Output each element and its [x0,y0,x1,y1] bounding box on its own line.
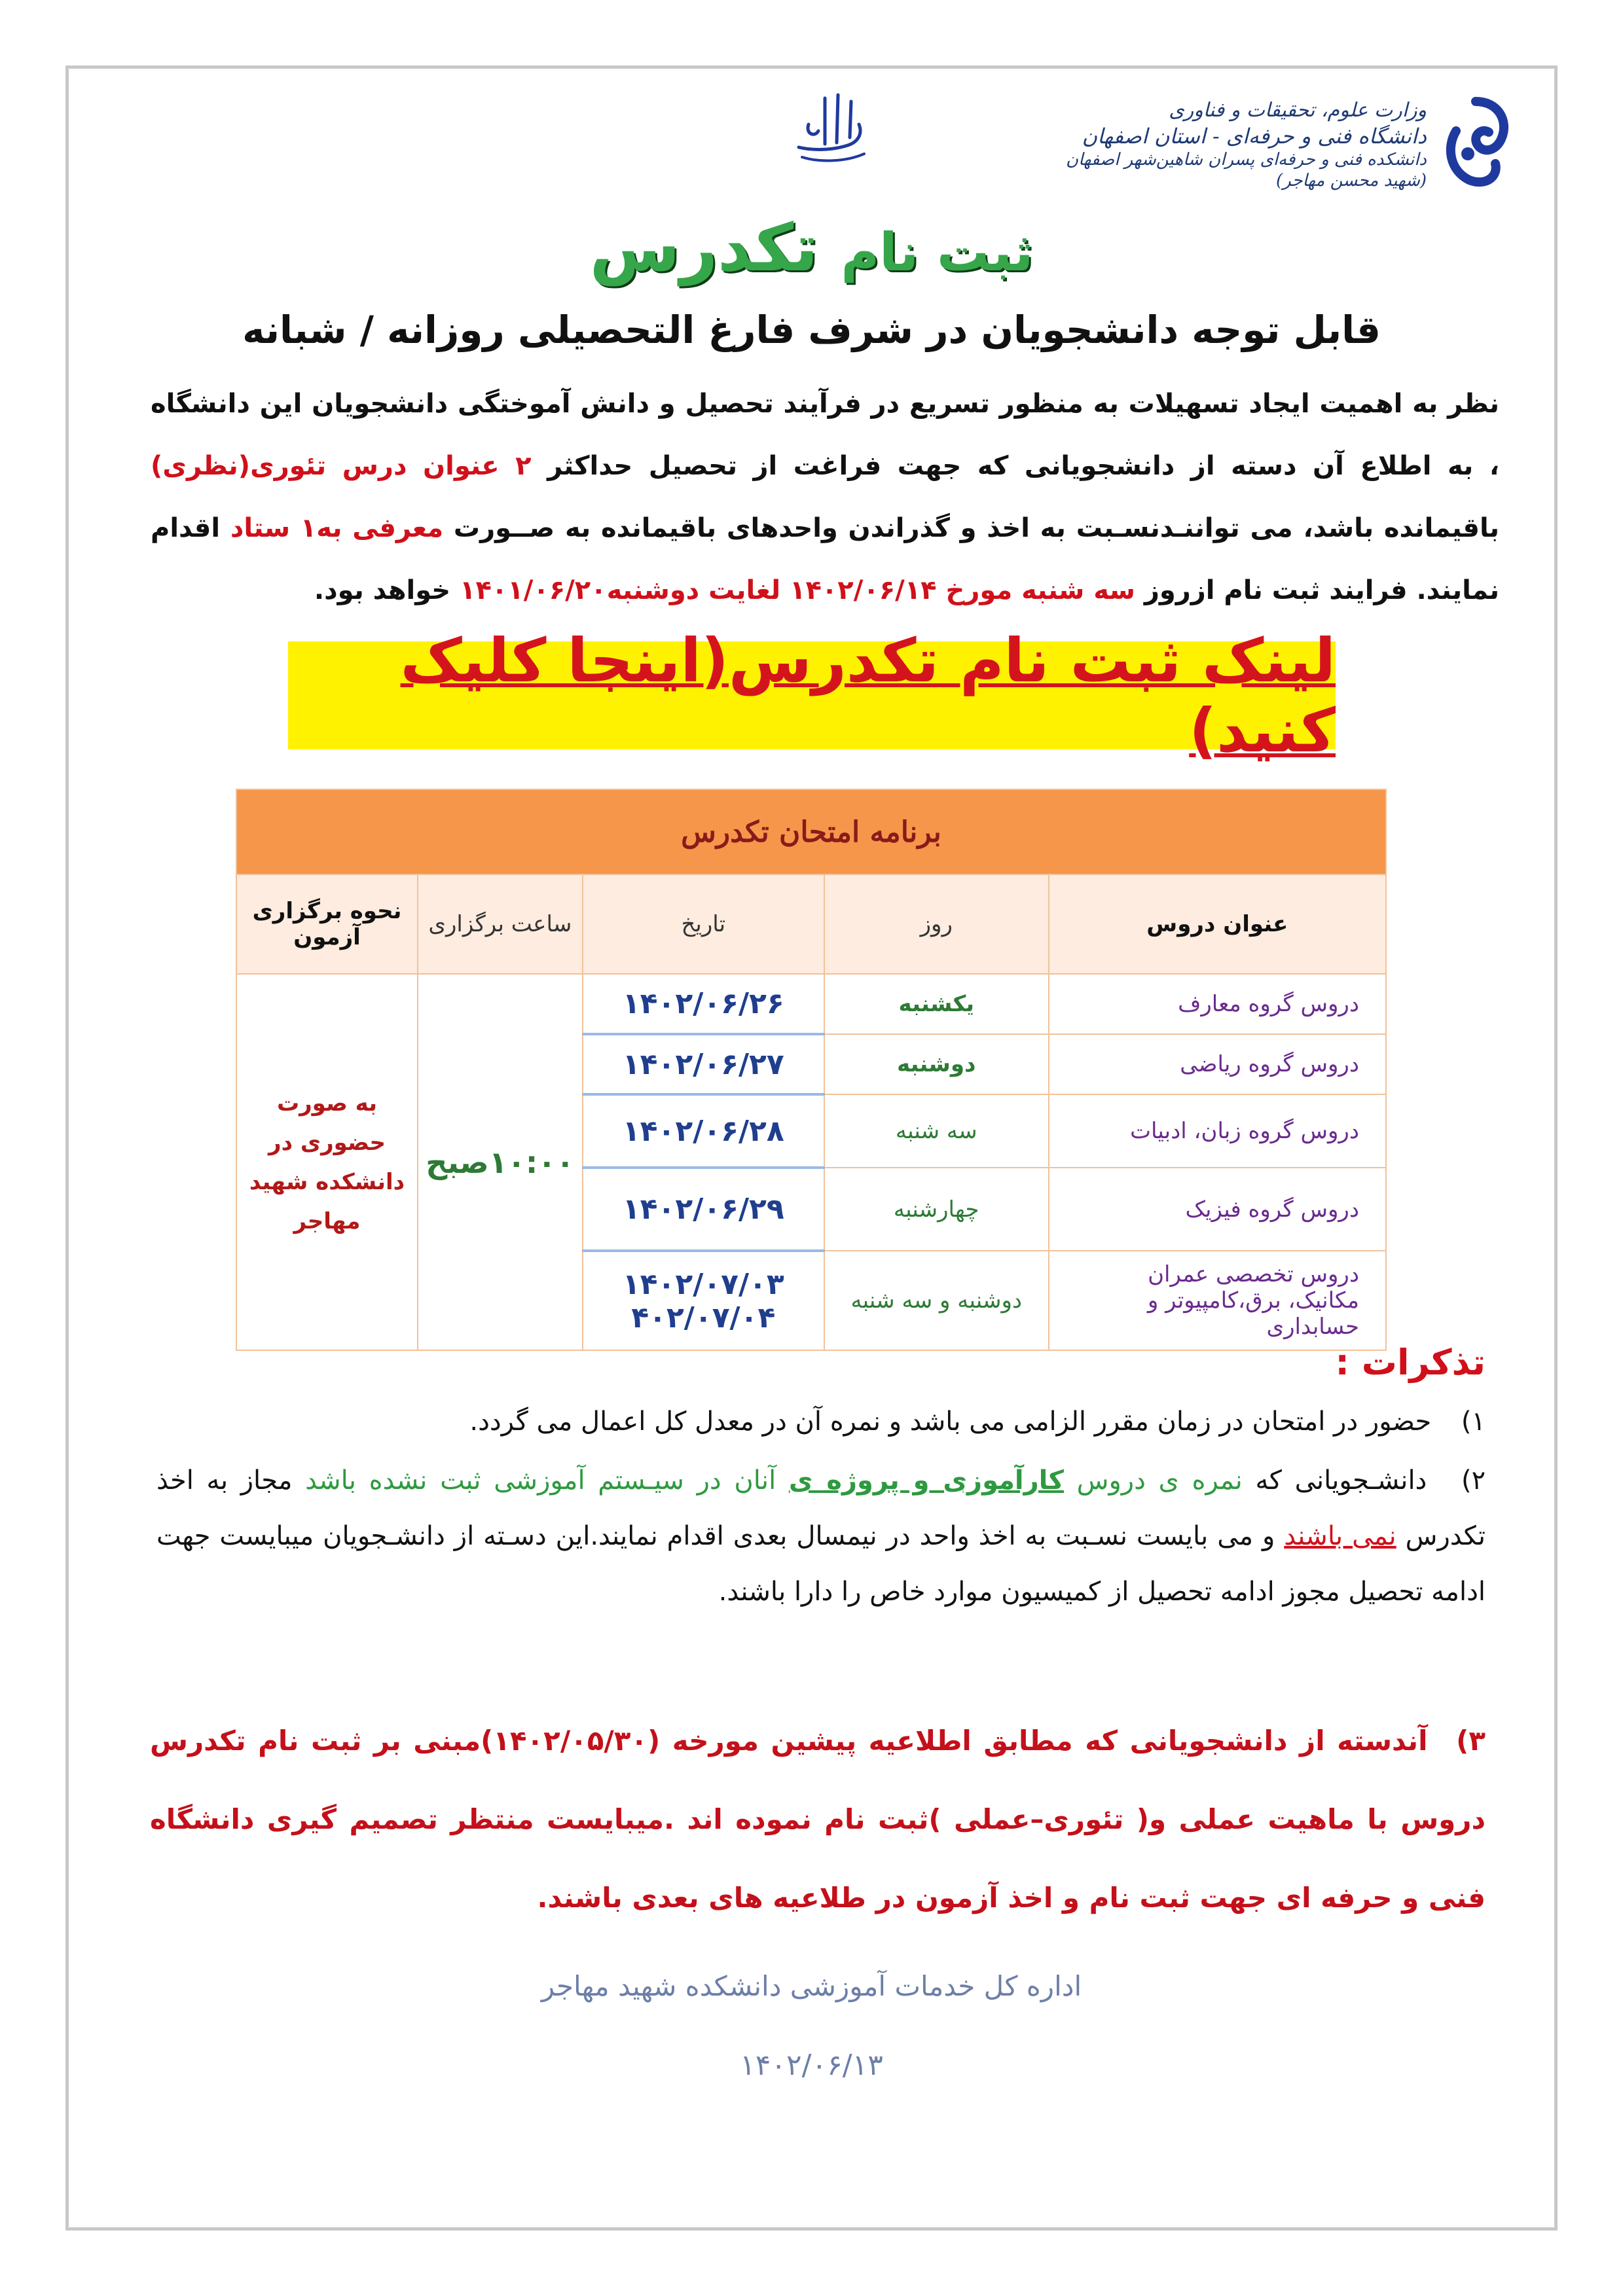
day-cell: دوشنبه [824,1034,1049,1094]
intro-text-4: خواهد بود. [314,575,451,605]
header-day: روز [824,874,1049,974]
date-line: ۱۴۰۲/۰۷/۰۳ [622,1267,784,1301]
day-cell: چهارشنبه [824,1168,1049,1251]
date-cell [583,1251,824,1350]
note-3 [150,1702,1486,1937]
course-cell: دروس گروه فیزیک [1049,1168,1386,1251]
course-cell: دروس گروه معارف [1049,974,1386,1034]
course-line: مکانیک، برق،کامپیوتر و حسابداری [1147,1287,1359,1340]
issuing-office: اداره کل خدمات آموزشی دانشکده شهید مهاجر [541,1970,1082,2002]
course-cell: دروس گروه زبان، ادبیات [1049,1094,1386,1168]
mode-line: حضوری در [268,1129,386,1156]
note-1 [176,1394,1486,1450]
intro-highlight-dates: سه شنبه مورخ ۱۴۰۲/۰۶/۱۴ لغایت دوشنبه۱۴۰۱/۰۶/۲۰ [460,575,1135,605]
note-text: مجاز به اخذ تکدرس [156,1465,1486,1551]
mode-line: به صورت [276,1090,378,1117]
day-cell: دوشنبه و سه شنبه [824,1251,1049,1350]
note-text: حضور در امتحان در زمان مقرر الزامی می باشد و نمره آن در معدل کل اعمال می گردد. [469,1407,1432,1437]
table-row [236,974,1386,1034]
time-cell: ۱۰:۰۰صبح [418,974,583,1350]
note-number: ۲) [1461,1465,1486,1496]
university-line: دانشگاه فنی و حرفه‌ای - استان اصفهان [1082,123,1427,149]
registration-link[interactable]: لینک ثبت نام تکدرس(اینجا کلیک کنید) [400,625,1336,766]
header-mode: نحوه برگزاری آزمون [236,874,418,974]
mode-line: دانشکده شهید [249,1168,405,1195]
note-highlight-internship: کارآموزی و پروژه ی [788,1465,1064,1496]
table-header-row [236,874,1386,974]
course-line: دروس تخصصی عمران [1148,1261,1359,1287]
mode-cell [236,974,418,1350]
date-cell: ۱۴۰۲/۰۶/۲۶ [583,974,824,1034]
day-cell: یکشنبه [824,974,1049,1034]
title-part-1: ثبت نام [841,222,1034,283]
note-number: ۳) [1456,1725,1486,1757]
note-number: ۱) [1461,1407,1486,1437]
day-cell: سه شنبه [824,1094,1049,1168]
course-cell [1049,1251,1386,1350]
page-title [0,209,1623,286]
title-part-2: تکدرس [589,209,818,286]
table-caption: برنامه امتحان تکدرس [236,789,1386,874]
note-text: دانشـجویانی که [1255,1465,1427,1496]
note-highlight: آنان در سیـستم آموزشی ثبت نشده باشد [305,1465,776,1496]
header-course: عنوان دروس [1049,874,1386,974]
issue-date: ۱۴۰۲/۰۶/۱۳ [740,2049,883,2082]
faculty-line: دانشکده فنی و حرفه‌ای پسران شاهین‌شهر اصفهان (شهید محسن مهاجر) [1065,149,1427,190]
page-subtitle: قابل توجه دانشجویان در شرف فارغ التحصیلی روزانه / شبانه [242,308,1381,352]
date-cell: ۱۴۰۲/۰۶/۲۸ [583,1094,824,1168]
intro-paragraph [151,373,1499,622]
note-highlight: نمره ی دروس [1076,1465,1243,1496]
notes-title: تذکرات : [1335,1342,1486,1383]
date-cell: ۱۴۰۲/۰۶/۲۷ [583,1034,824,1094]
exam-schedule-table [236,789,1387,1351]
ministry-line: وزارت علوم، تحقیقات و فناوری [1169,99,1427,122]
registration-link-box[interactable] [288,625,1336,766]
date-cell: ۱۴۰۲/۰۶/۲۹ [583,1168,824,1251]
bismillah-calligraphy-icon [786,85,877,170]
ministry-header [1060,98,1427,192]
note-text: آندسته از دانشجویانی که مطابق اطلاعیه پیشین مورخه (۱۴۰۲/۰۵/۳۰)مبنی بر ثبت نام تکدرس دروس با ماهیت عملی و( تئوری–عملی )ثبت نام نموده اند .میبایست منتظر تصمیم گیری دانشگاه فنی و حرفه ای جهت ثبت نام و اخذ آزمون در طلاعیه های بعدی باشند. [150,1725,1486,1914]
note-2 [156,1453,1486,1620]
intro-text-3: اقدام نمایند. فرایند ثبت نام ازروز [151,513,1499,605]
university-logo-icon [1436,92,1515,190]
intro-highlight-course-count: ۲ عنوان درس تئوری(نظری) [151,451,532,481]
date-line: ۴۰۲/۰۷/۰۴ [631,1300,776,1335]
note-negation: نمی باشند [1284,1521,1396,1551]
header-time: ساعت برگزاری [418,874,583,974]
intro-text-1: نظر به اهمیت ایجاد تسهیلات به منظور تسریع در فرآیند تحصیل و دانش آموختگی دانشجویان این دانشگاه ، به اطلاع آن دسته از دانشجویانی که جهت فراغت از تحصیل حداکثر [151,389,1500,481]
course-cell: دروس گروه ریاضی [1049,1034,1386,1094]
mode-line: مهاجر [293,1208,361,1234]
note-text: و می بایست نسـبت به اخذ واحد در نیمسال بعدی اقدام نمایند.این دسـته از دانشـجویان میبایست جهت ادامه تحصیل مجوز ادامه تحصیل از کمیسیون موارد خاص را دارا باشند. [156,1521,1486,1607]
header-date: تاریخ [583,874,824,974]
intro-text-2: باقیمانده باشد، می تواننـدنسـبت به اخذ و گذراندن واحدهای باقیمانده به صــورت [453,513,1500,543]
intro-highlight-referral: معرفی به۱ ستاد [230,513,444,543]
